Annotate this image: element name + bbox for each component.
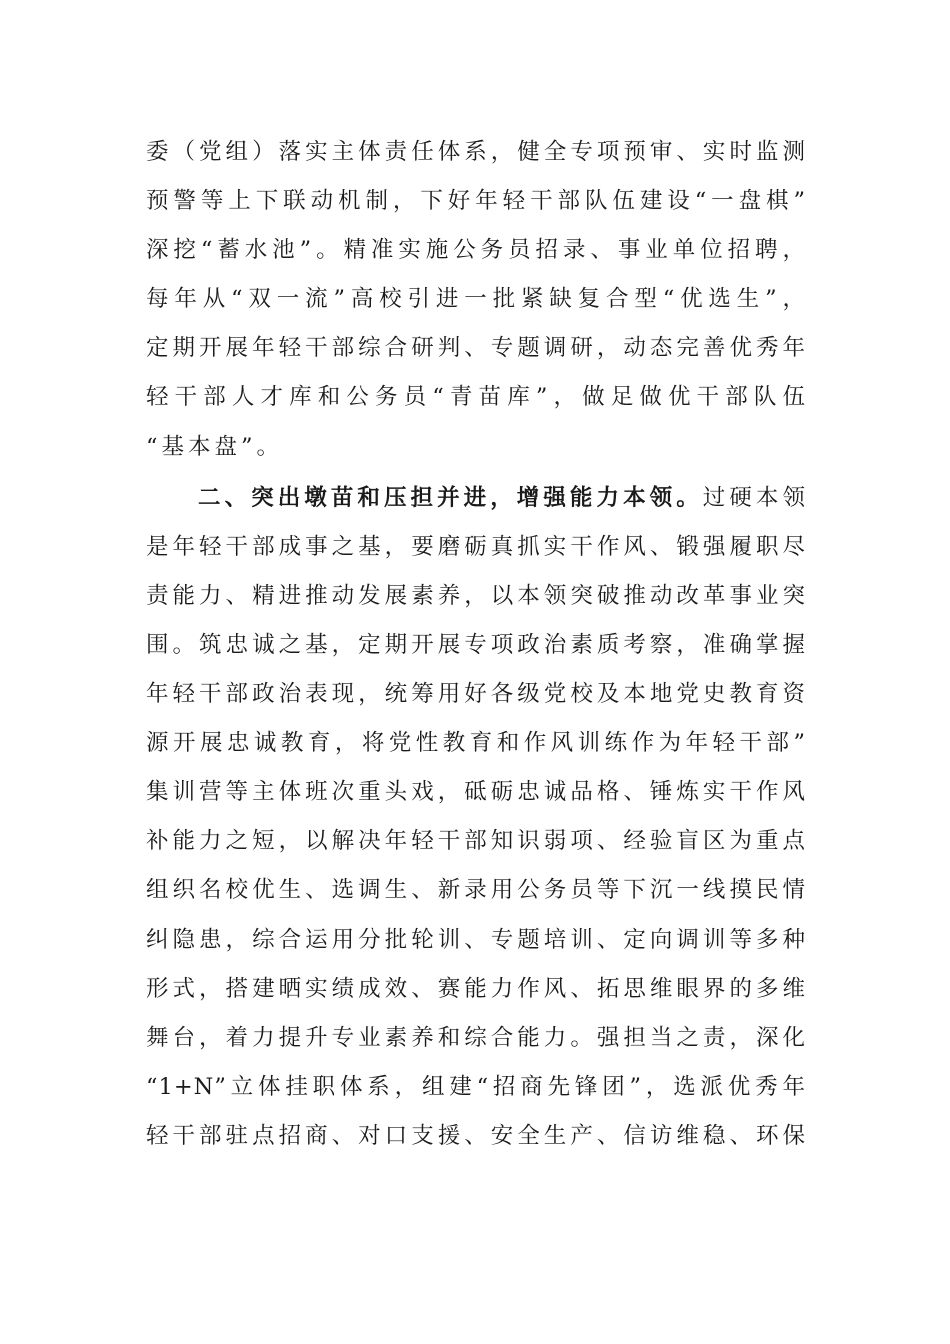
text-line: 纠隐患，综合运用分批轮训、专题培训、定向调训等多种	[146, 926, 806, 953]
text-line: 组织名校优生、选调生、新录用公务员等下沉一线摸民情	[146, 877, 806, 904]
heading-continuation: 过硬本领	[702, 484, 806, 511]
paragraph-2-first-line	[146, 474, 806, 523]
text-line: 委（党组）落实主体责任体系，健全专项预审、实时监测	[146, 139, 806, 165]
text-line: “基本盘”。	[146, 433, 284, 460]
text-line: 预警等上下联动机制，下好年轻干部队伍建设“一盘棋”	[146, 188, 806, 215]
text-line: 责能力、精进推动发展素养，以本领突破推动改革事业突	[146, 582, 806, 609]
text-line: 轻干部驻点招商、对口支援、安全生产、信访维稳、环保	[146, 1122, 806, 1149]
text-line: 每年从“双一流”高校引进一批紧缺复合型“优选生”，	[146, 286, 806, 313]
section-heading: 二、突出墩苗和压担并进，增强能力本领。	[198, 484, 703, 511]
text-line: 集训营等主体班次重头戏，砥砺忠诚品格、锤炼实干作风	[146, 779, 806, 806]
text-line: 定期开展年轻干部综合研判、专题调研，动态完善优秀年	[146, 335, 806, 362]
text-line: 年轻干部政治表现，统筹用好各级党校及本地党史教育资	[146, 681, 806, 708]
text-line: 是年轻干部成事之基，要磨砺真抓实干作风、锻强履职尽	[146, 533, 806, 560]
paragraph-2	[146, 474, 806, 1161]
text-line: 轻干部人才库和公务员“青苗库”，做足做优干部队伍	[146, 384, 806, 411]
body-text	[146, 128, 806, 1161]
text-line: 补能力之短，以解决年轻干部知识弱项、经验盲区为重点	[146, 828, 806, 855]
text-line: 深挖“蓄水池”。精准实施公务员招录、事业单位招聘，	[146, 237, 806, 264]
text-line: 围。筑忠诚之基，定期开展专项政治素质考察，准确掌握	[146, 631, 806, 658]
text-line: 形式，搭建晒实绩成效、赛能力作风、拓思维眼界的多维	[146, 975, 806, 1002]
text-line: 源开展忠诚教育，将党性教育和作风训练作为年轻干部”	[146, 730, 806, 757]
paragraph-1	[146, 128, 806, 472]
text-line: “1+N”立体挂职体系，组建“招商先锋团”，选派优秀年	[146, 1073, 806, 1100]
text-line: 舞台，着力提升专业素养和综合能力。强担当之责，深化	[146, 1024, 806, 1051]
